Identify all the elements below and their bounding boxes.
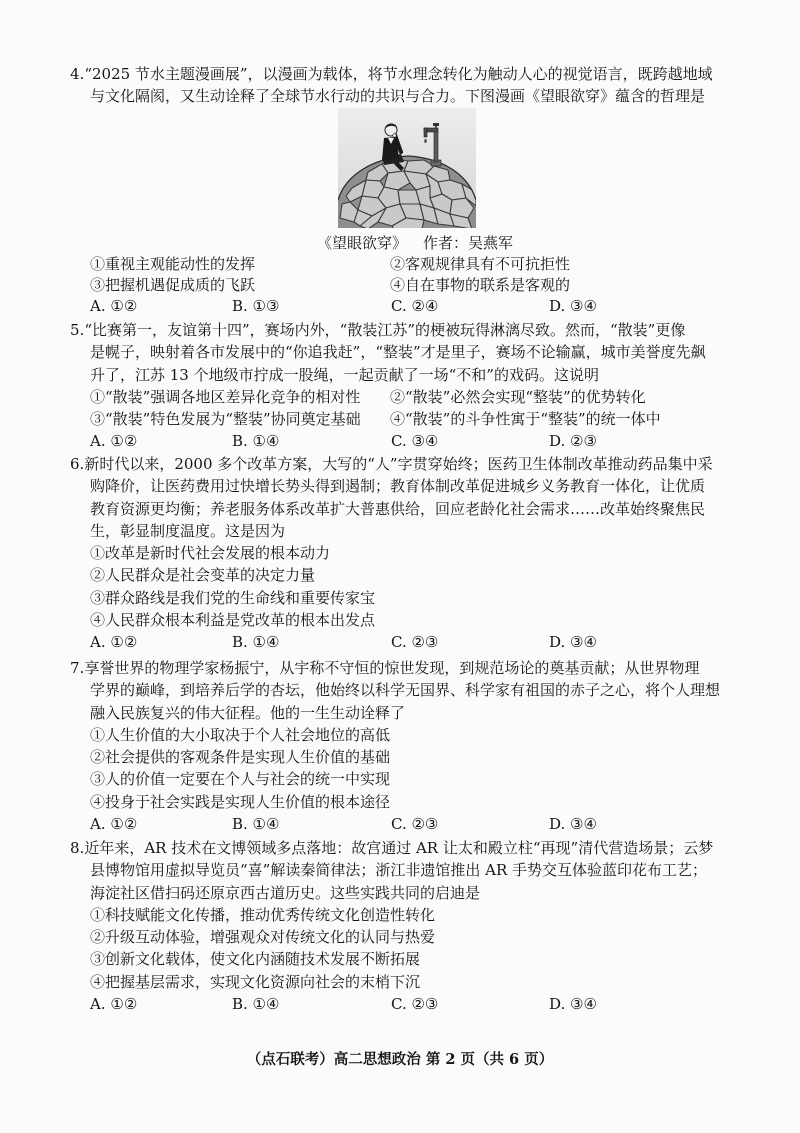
question-number: 4. bbox=[70, 65, 85, 83]
answer-choices bbox=[70, 813, 770, 835]
question-stem-line: 融入民族复兴的伟大征程。他的一生生动诠释了 bbox=[90, 703, 406, 722]
question-number: 8. bbox=[70, 839, 85, 857]
statement-4: ④“散装”的斗争性寓于“整装”的统一体中 bbox=[390, 410, 661, 429]
choice-b: B. ①④ bbox=[232, 432, 280, 451]
choice-d: D. ③④ bbox=[549, 815, 597, 834]
choice-c: C. ②③ bbox=[391, 995, 439, 1014]
statement-row bbox=[70, 254, 770, 275]
question-stem-line: 县博物馆用虚拟导览员“喜”解读秦简律法；浙江非遗馆推出 AR 手势交互体验蓝印花布工艺； bbox=[90, 861, 708, 880]
statement-1: ①科技赋能文化传播，推动优秀传统文化创造性转化 bbox=[90, 905, 436, 924]
choice-a: A. ①② bbox=[90, 296, 138, 315]
figure-title: 《望眼欲穿》 bbox=[317, 233, 408, 252]
question-stem-line bbox=[70, 657, 770, 679]
question-8 bbox=[70, 837, 770, 1015]
question-4 bbox=[70, 63, 770, 317]
question-stem-line: 生，彰显制度温度。这是因为 bbox=[90, 521, 286, 540]
choice-a: A. ①② bbox=[90, 815, 138, 834]
statement-row bbox=[70, 408, 770, 430]
question-stem-line bbox=[70, 63, 770, 85]
statement-4: ④把握基层需求，实现文化资源向社会的末梢下沉 bbox=[90, 972, 421, 991]
question-stem-text: 近年来，AR 技术在文博领域多点落地：故宫通过 AR 让太和殿立柱“再现”清代营造场景；云梦 bbox=[84, 839, 714, 857]
statement-2: ②升级互动体验，增强观众对传统文化的认同与热爱 bbox=[90, 928, 436, 947]
choice-d: D. ③④ bbox=[549, 633, 597, 652]
choice-b: B. ①④ bbox=[232, 815, 280, 834]
answer-choices bbox=[70, 993, 770, 1015]
question-stem-text: 享誉世界的物理学家杨振宁，从宇称不守恒的惊世发现，到规范场论的奠基贡献；从世界物理 bbox=[84, 659, 700, 677]
statement-1: ①重视主观能动性的发挥 bbox=[90, 255, 256, 274]
statement-row bbox=[70, 275, 770, 296]
choice-c: C. ②③ bbox=[391, 815, 439, 834]
statement-2: ②客观规律具有不可抗拒性 bbox=[390, 255, 571, 274]
statement-3: ③群众路线是我们党的生命线和重要传家宝 bbox=[90, 588, 376, 607]
question-stem-line: 学界的巅峰，到培养后学的杏坛，他始终以科学无国界、科学家有祖国的赤子之心，将个人理想 bbox=[90, 681, 721, 700]
cartoon-image bbox=[338, 108, 476, 228]
choice-a: A. ①② bbox=[90, 995, 138, 1014]
statement-row bbox=[70, 386, 770, 408]
statement-1: ①改革是新时代社会发展的根本动力 bbox=[90, 544, 331, 563]
question-stem-line: 购降价，让医药费用过快增长势头得到遏制；教育体制改革促进城乡义务教育一体化，让优质 bbox=[90, 477, 706, 496]
choice-b: B. ①③ bbox=[232, 296, 280, 315]
question-stem-text: “比赛第一，友谊第十四”，赛场内外，“散装江苏”的梗被玩得淋漓尽致。然而，“散装”更像 bbox=[84, 321, 686, 339]
answer-choices bbox=[70, 430, 770, 452]
choice-b: B. ①④ bbox=[232, 995, 280, 1014]
question-stem-text: 新时代以来，2000 多个改革方案，大写的“人”字贯穿始终；医药卫生体制改革推动药品集中采 bbox=[84, 455, 713, 473]
statement-3: ③“散装”特色发展为“整装”协同奠定基础 bbox=[90, 410, 361, 429]
question-6 bbox=[70, 453, 770, 654]
question-stem-line bbox=[70, 319, 770, 341]
statement-3: ③把握机遇促成质的飞跃 bbox=[90, 275, 256, 294]
water-drop bbox=[424, 139, 426, 143]
answer-choices bbox=[70, 631, 770, 653]
statement-2: ②“散装”必然会实现“整装”的优势转化 bbox=[390, 387, 646, 406]
question-stem-line: 海淀社区借扫码还原京西古道历史。这些实践共同的启迪是 bbox=[90, 883, 481, 902]
question-stem-text: “2025 节水主题漫画展”，以漫画为载体，将节水理念转化为触动人心的视觉语言，既跨越地域 bbox=[84, 65, 713, 83]
choice-d: D. ②③ bbox=[549, 432, 597, 451]
question-number: 5. bbox=[70, 321, 85, 339]
choice-a: A. ①② bbox=[90, 633, 138, 652]
page-footer: （点石联考）高二思想政治 第 2 页（共 6 页） bbox=[246, 1051, 554, 1068]
question-5 bbox=[70, 319, 770, 453]
choice-c: C. ②④ bbox=[391, 296, 439, 315]
figure bbox=[70, 108, 770, 232]
question-stem-line: 教育资源更均衡；养老服务体系改革扩大普惠供给，回应老龄化社会需求……改革始终聚焦民 bbox=[90, 499, 706, 518]
statement-4: ④投身于社会实践是实现人生价值的根本途径 bbox=[90, 792, 391, 811]
figure-author: 作者：吴燕军 bbox=[423, 233, 514, 252]
statement-3: ③人的价值一定要在个人与社会的统一中实现 bbox=[90, 770, 391, 789]
statement-1: ①人生价值的大小取决于个人社会地位的高低 bbox=[90, 725, 391, 744]
choice-a: A. ①② bbox=[90, 432, 138, 451]
question-stem-line: 与文化隔阂，又生动诠释了全球节水行动的共识与合力。下图漫画《望眼欲穿》蕴含的哲理是 bbox=[90, 87, 706, 106]
statement-1: ①“散装”强调各地区差异化竞争的相对性 bbox=[90, 387, 361, 406]
question-stem-line bbox=[70, 837, 770, 859]
statement-2: ②人民群众是社会变革的决定力量 bbox=[90, 566, 316, 585]
question-stem-line: 是幌子，映射着各市发展中的“你追我赶”，“整装”才是里子，赛场不论输赢，城市美誉度先飙 bbox=[90, 343, 706, 362]
question-7 bbox=[70, 657, 770, 835]
choice-d: D. ③④ bbox=[549, 296, 597, 315]
statement-3: ③创新文化载体，使文化内涵随技术发展不断拓展 bbox=[90, 950, 421, 969]
question-stem-line bbox=[70, 453, 770, 475]
figure-caption bbox=[70, 232, 770, 254]
choice-c: C. ③④ bbox=[391, 432, 439, 451]
question-number: 7. bbox=[70, 659, 85, 677]
choice-c: C. ②③ bbox=[391, 633, 439, 652]
statement-2: ②社会提供的客观条件是实现人生价值的基础 bbox=[90, 748, 391, 767]
statement-4: ④自在事物的联系是客观的 bbox=[390, 275, 571, 294]
choice-b: B. ①④ bbox=[232, 633, 280, 652]
answer-choices bbox=[70, 296, 770, 317]
choice-d: D. ③④ bbox=[549, 995, 597, 1014]
question-stem-line: 升了，江苏 13 个地级市拧成一股绳，一起贡献了一场“不和”的戏码。这说明 bbox=[90, 365, 599, 384]
question-number: 6. bbox=[70, 455, 85, 473]
statement-4: ④人民群众根本利益是党改革的根本出发点 bbox=[90, 611, 376, 630]
